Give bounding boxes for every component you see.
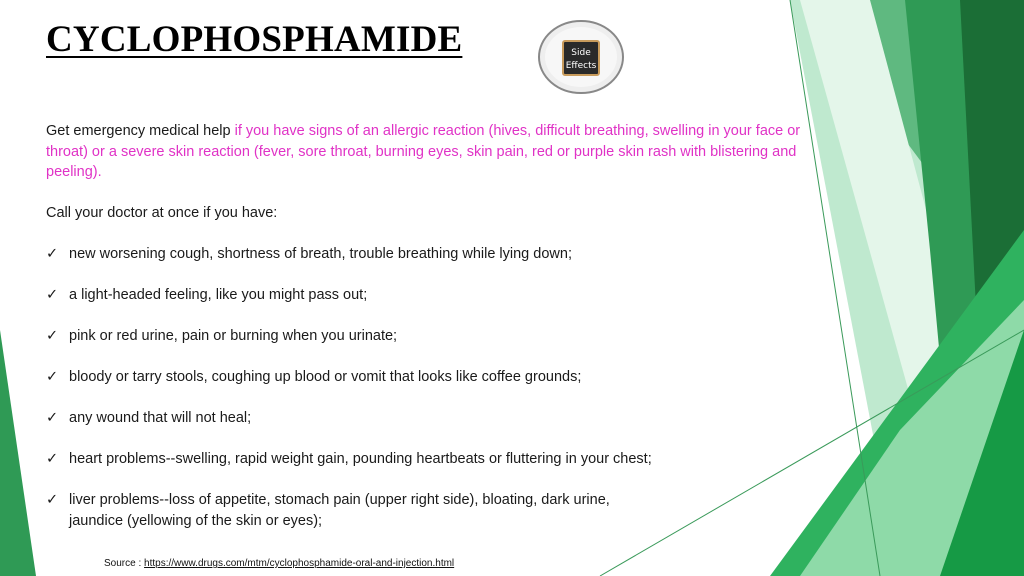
side-effects-badge-icon: [538, 20, 624, 94]
list-item-text: any wound that will not heal;: [69, 410, 252, 426]
source-citation: [104, 558, 454, 569]
list-item: [46, 408, 251, 429]
intro-highlight-text: if you have signs of an allergic reaction (hives, difficult breathing, swelling in your face or throat) or a severe skin reaction (fever, sore throat, burning eyes, skin pain, red or purple skin rash with blistering and peeling).: [46, 123, 801, 180]
list-item-text: bloody or tarry stools, coughing up blood or vomit that looks like coffee grounds;: [69, 369, 582, 385]
intro-paragraph: [46, 121, 826, 183]
checkmark-icon: ✓: [46, 410, 59, 426]
list-item-text: pink or red urine, pain or burning when you urinate;: [69, 328, 398, 344]
badge-line1: Side: [571, 48, 591, 58]
source-label: Source :: [104, 558, 145, 569]
list-item: [46, 449, 652, 470]
list-item-text: liver problems--loss of appetite, stomach pain (upper right side), bloating, dark urine, jaundice (yellowing of the skin or eyes);: [69, 492, 610, 529]
call-doctor-lead: Call your doctor at once if you have:: [46, 205, 278, 221]
badge-line2: Effects: [565, 61, 597, 71]
checkmark-icon: ✓: [46, 451, 59, 467]
intro-plain-text: Get emergency medical help: [46, 123, 235, 139]
list-item: [46, 326, 397, 347]
checkmark-icon: ✓: [46, 369, 59, 385]
deco-left-bottom: [0, 330, 36, 576]
list-item: [46, 367, 581, 388]
list-item-text: heart problems--swelling, rapid weight gain, pounding heartbeats or fluttering in your chest;: [69, 451, 652, 467]
list-item: [46, 490, 666, 531]
page-title: CYCLOPHOSPHAMIDE: [46, 19, 463, 60]
list-item: [46, 285, 367, 306]
checkmark-icon: ✓: [46, 328, 59, 344]
list-item-text: new worsening cough, shortness of breath, trouble breathing while lying down;: [69, 246, 572, 262]
source-link[interactable]: https://www.drugs.com/mtm/cyclophosphamide-oral-and-injection.html: [144, 558, 455, 569]
checkmark-icon: ✓: [46, 246, 59, 262]
list-item-text: a light-headed feeling, like you might pass out;: [69, 287, 368, 303]
list-item: [46, 244, 572, 265]
checkmark-icon: ✓: [46, 287, 59, 303]
checkmark-icon: ✓: [46, 492, 59, 508]
